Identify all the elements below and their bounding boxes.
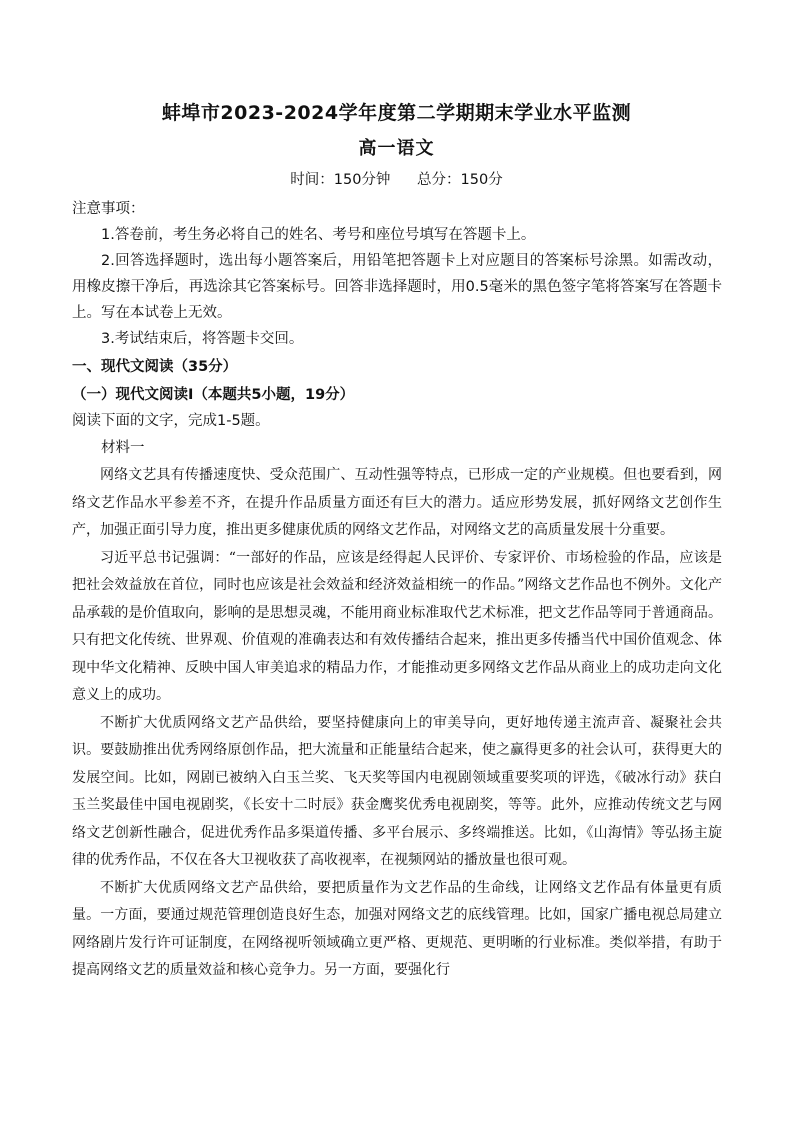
exam-duration: 时间：150分钟 [290,172,391,188]
subsection-heading: （一）现代文阅读Ⅰ（本题共5小题，19分） [72,387,355,403]
notes-heading: 注意事项： [72,201,145,217]
material-title: 材料一 [101,440,145,456]
material-paragraph-4: 不断扩大优质网络文艺产品供给，要把质量作为文艺作品的生命线，让网络文艺作品有体量更有质量。一方面，要通过规范管理创造良好生态，加强对网络文艺的底线管理。比如，国家广播电视总局建立网络剧片发行许可证制度，在网络视听领域确立更严格、更规范、更明晰的行业标准。类似举措，有助于提高网络文艺的质量效益和核心竞争力。另一方面，要强化行 [72,879,722,978]
reading-instruction: 阅读下面的文字，完成1-5题。 [72,413,270,429]
exam-content [72,196,722,985]
exam-time-info [0,168,793,189]
notes-list [72,222,722,352]
exam-total-score: 总分：150分 [417,172,503,188]
material-paragraph-2: 习近平总书记强调：“一部好的作品，应该是经得起人民评价、专家评价、市场检验的作品，应该是把社会效益放在首位，同时也应该是社会效益和经济效益相统一的作品。”网络文艺作品也不例外。文化产品承载的是价值取向，影响的是思想灵魂，不能用商业标准取代艺术标准，把文艺作品等同于普通商品。只有把文化传统、世界观、价值观的准确表达和有效传播结合起来，推出更多传播当代中国价值观念、体现中华文化精神、反映中国人审美追求的精品力作，才能推动更多网络文艺作品从商业上的成功走向文化意义上的成功。 [72,549,722,703]
material-paragraph-3: 不断扩大优质网络文艺产品供给，要坚持健康向上的审美导向，更好地传递主流声音、凝聚社会共识。要鼓励推出优秀网络原创作品，把大流量和正能量结合起来，使之赢得更多的社会认可，获得更大的发展空间。比如，网剧已被纳入白玉兰奖、飞天奖等国内电视剧领域重要奖项的评选，《破冰行动》获白玉兰奖最佳中国电视剧奖，《长安十二时辰》获金鹰奖优秀电视剧奖，等等。此外，应推动传统文艺与网络文艺创新性融合，促进优秀作品多渠道传播、多平台展示、多终端推送。比如，《山海情》等弘扬主旋律的优秀作品，不仅在各大卫视收获了高收视率，在视频网站的播放量也很可观。 [72,714,722,868]
material-paragraph-1: 网络文艺具有传播速度快、受众范围广、互动性强等特点，已形成一定的产业规模。但也要看到，网络文艺作品水平参差不齐，在提升作品质量方面还有巨大的潜力。适应形势发展，抓好网络文艺创作生产，加强正面引导力度，推出更多健康优质的网络文艺作品，对网络文艺的高质量发展十分重要。 [72,467,722,538]
exam-subject: 高一语文 [358,138,435,159]
note-item-2: 2.回答选择题时，选出每小题答案后，用铅笔把答题卡上对应题目的答案标号涂黑。如需改动，用橡皮擦干净后，再选涂其它答案标号。回答非选择题时，用0.5毫米的黑色签字笔将答案写在答题卡上。写在本试卷上无效。 [72,253,722,321]
exam-title: 蚌埠市2023-2024学年度第二学期期末学业水平监测 [161,102,632,124]
section-heading: 一、现代文阅读（35分） [72,359,238,375]
note-item-3: 3.考试结束后，将答题卡交回。 [101,331,304,347]
note-item-1: 1.答卷前，考生务必将自己的姓名、考号和座位号填写在答题卡上。 [101,227,536,243]
